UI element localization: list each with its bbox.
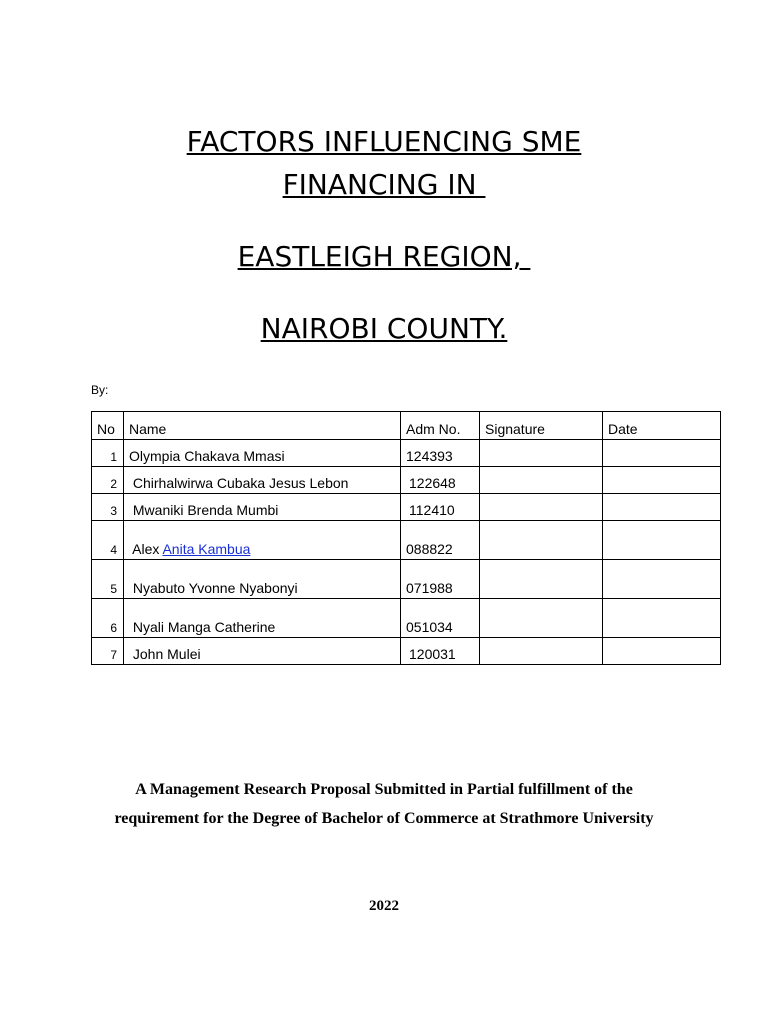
table-row [92, 467, 721, 494]
signature-cell [480, 560, 603, 599]
header-date: Date [603, 412, 721, 440]
row-number: 6 [92, 599, 124, 638]
signature-cell [480, 440, 603, 467]
member-name: John Mulei [124, 638, 401, 665]
table-row [92, 599, 721, 638]
header-no: No [92, 412, 124, 440]
admission-number: 088822 [401, 521, 480, 560]
admission-number: 071988 [401, 560, 480, 599]
signature-cell [480, 638, 603, 665]
row-number: 3 [92, 494, 124, 521]
table-row [92, 638, 721, 665]
members-table [91, 411, 721, 665]
date-cell [603, 560, 721, 599]
date-cell [603, 599, 721, 638]
year: 2022 [369, 898, 399, 914]
proposal-line-2: requirement for the Degree of Bachelor of Commerce at Strathmore University [114, 810, 654, 827]
header-adm-no: Adm No. [401, 412, 480, 440]
member-name [124, 521, 401, 560]
member-name: Nyali Manga Catherine [124, 599, 401, 638]
title-line-1: FACTORS INFLUENCING SME [186, 125, 582, 158]
signature-cell [480, 521, 603, 560]
signature-cell [480, 599, 603, 638]
date-cell [603, 521, 721, 560]
member-name: Mwaniki Brenda Mumbi [124, 494, 401, 521]
header-signature: Signature [480, 412, 603, 440]
admission-number: 124393 [401, 440, 480, 467]
proposal-line-1: A Management Research Proposal Submitted in Partial fulfillment of the [135, 781, 633, 798]
row-number: 2 [92, 467, 124, 494]
row-number: 1 [92, 440, 124, 467]
admission-number: 112410 [401, 494, 480, 521]
table-row [92, 440, 721, 467]
date-cell [603, 494, 721, 521]
date-cell [603, 467, 721, 494]
table-row [92, 560, 721, 599]
admission-number: 122648 [401, 467, 480, 494]
member-name-link[interactable]: Anita Kambua [162, 541, 251, 557]
table-row [92, 494, 721, 521]
signature-cell [480, 467, 603, 494]
admission-number: 051034 [401, 599, 480, 638]
title-line-2: FINANCING IN [282, 168, 486, 201]
admission-number: 120031 [401, 638, 480, 665]
member-name: Olympia Chakava Mmasi [124, 440, 401, 467]
title-line-4: NAIROBI COUNTY. [260, 312, 508, 345]
row-number: 7 [92, 638, 124, 665]
title-line-3: EASTLEIGH REGION, [237, 240, 531, 273]
header-name: Name [124, 412, 401, 440]
row-number: 4 [92, 521, 124, 560]
table-header-row [92, 412, 721, 440]
member-name-prefix: Alex [129, 541, 163, 557]
row-number: 5 [92, 560, 124, 599]
date-cell [603, 440, 721, 467]
member-name: Nyabuto Yvonne Nyabonyi [124, 560, 401, 599]
signature-cell [480, 494, 603, 521]
member-name: Chirhalwirwa Cubaka Jesus Lebon [124, 467, 401, 494]
date-cell [603, 638, 721, 665]
table-row [92, 521, 721, 560]
by-label: By: [91, 383, 109, 397]
